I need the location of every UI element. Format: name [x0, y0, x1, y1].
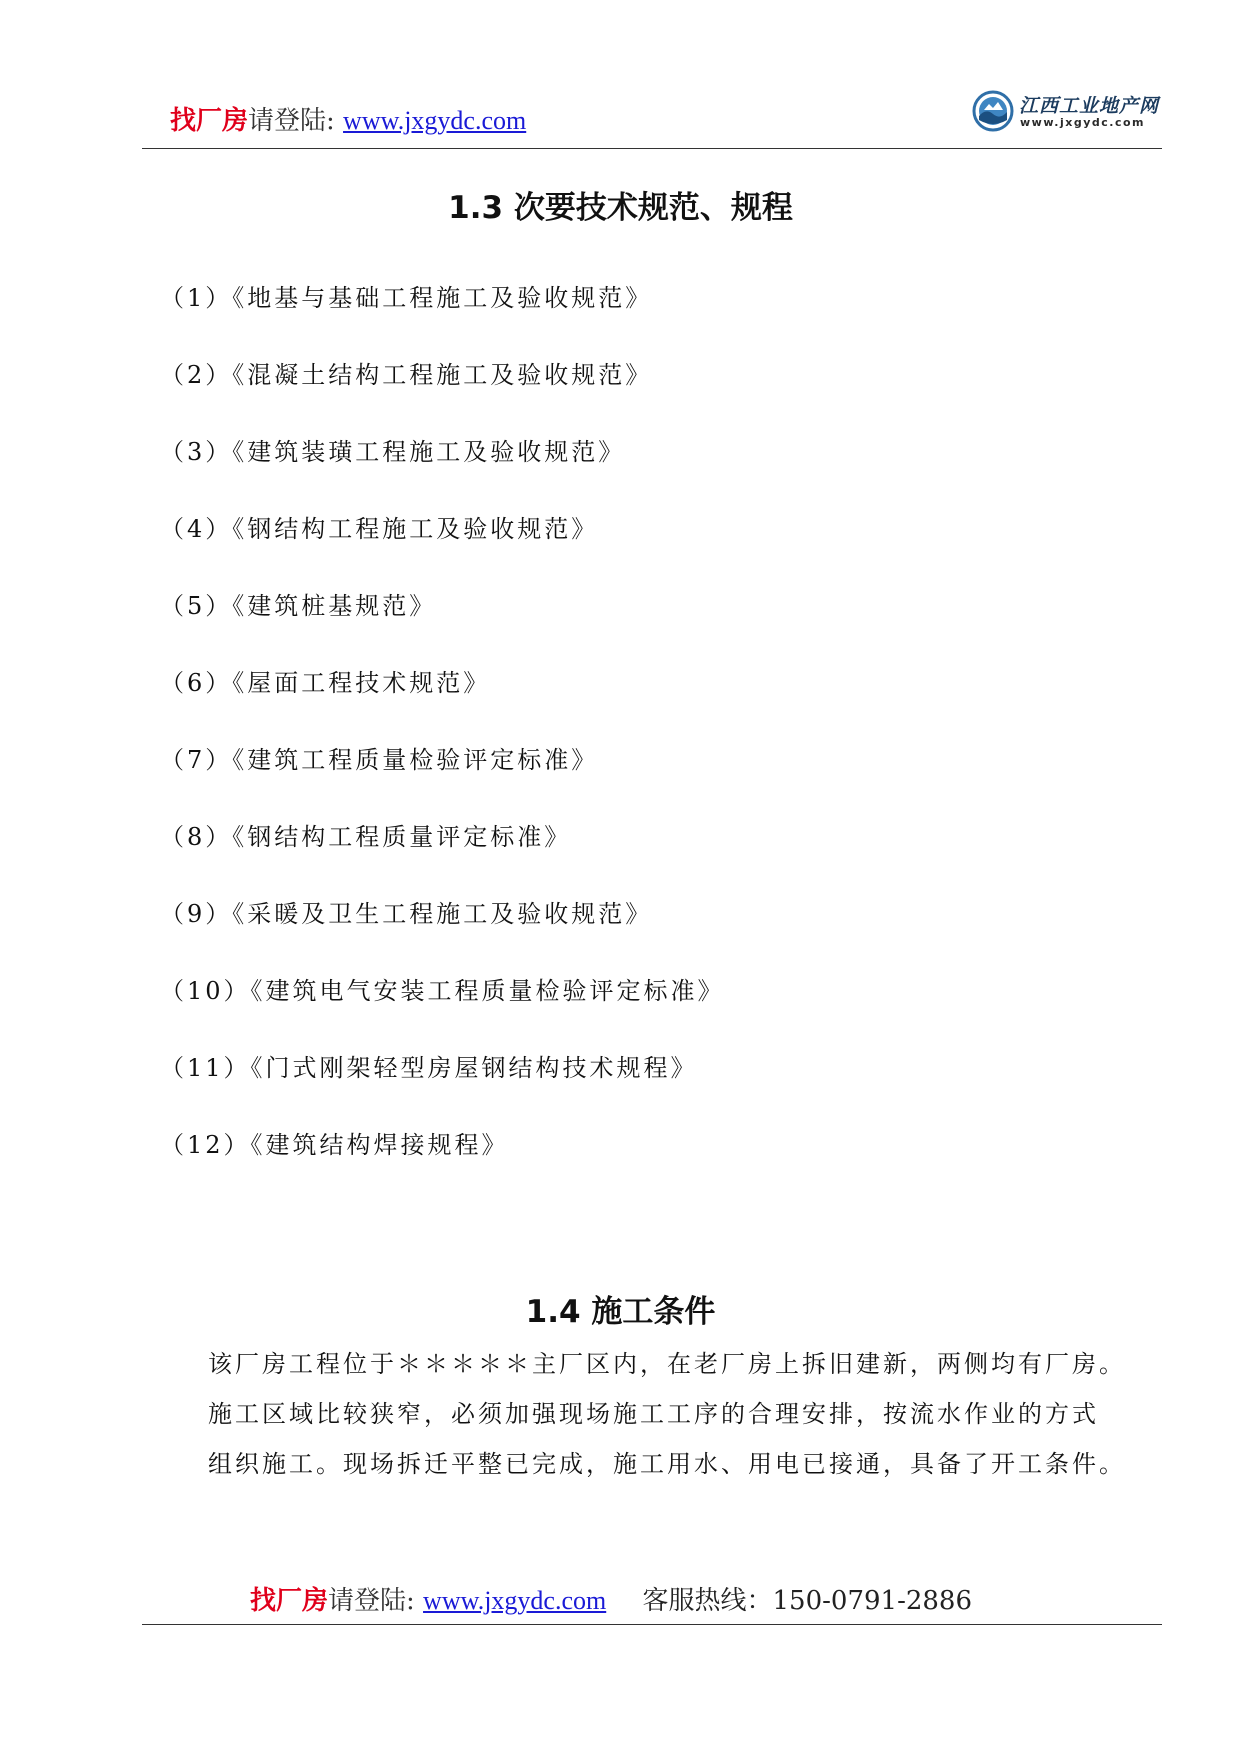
- footer-brand: 找厂房: [250, 1586, 329, 1616]
- list-item: （2）《混凝土结构工程施工及验收规范》: [160, 361, 653, 389]
- list-item: （12）《建筑结构焊接规程》: [160, 1131, 509, 1159]
- list-item: （3）《建筑装璜工程施工及验收规范》: [160, 438, 626, 466]
- list-item: （8）《钢结构工程质量评定标准》: [160, 823, 572, 851]
- page-header: [142, 92, 1162, 149]
- logo-url: www.jxgydc.com: [1020, 116, 1145, 129]
- footer-site-link[interactable]: www.jxgydc.com: [423, 1586, 607, 1615]
- paragraph-line: 组织施工。现场拆迁平整已完成，施工用水、用电已接通，具备了开工条件。: [208, 1450, 1126, 1478]
- header-login-text: 请登陆:: [248, 106, 335, 136]
- page-footer: [142, 1572, 1162, 1625]
- paragraph-line: 施工区域比较狭窄，必须加强现场施工工序的合理安排，按流水作业的方式: [208, 1400, 1099, 1428]
- paragraph-line: 该厂房工程位于＊＊＊＊＊主厂区内，在老厂房上拆旧建新，两侧均有厂房。: [208, 1350, 1126, 1378]
- section-1-3-title: 1.3 次要技术规范、规程: [448, 190, 793, 226]
- list-item: （1）《地基与基础工程施工及验收规范》: [160, 284, 653, 312]
- header-slogan: [170, 108, 526, 134]
- list-item: （5）《建筑桩基规范》: [160, 592, 437, 620]
- standards-list: [160, 280, 725, 1204]
- construction-conditions-paragraph: [208, 1346, 1168, 1496]
- list-item: （6）《屋面工程技术规范》: [160, 669, 491, 697]
- site-logo[interactable]: [972, 90, 1162, 132]
- list-item: （11）《门式刚架轻型房屋钢结构技术规程》: [160, 1054, 698, 1082]
- logo-name: 江西工业地产网: [1019, 95, 1160, 117]
- footer-login-text: 请登陆:: [328, 1586, 415, 1616]
- header-site-link[interactable]: www.jxgydc.com: [343, 106, 527, 135]
- logo-icon: [972, 90, 1014, 132]
- list-item: （4）《钢结构工程施工及验收规范》: [160, 515, 599, 543]
- list-item: （9）《采暖及卫生工程施工及验收规范》: [160, 900, 653, 928]
- header-brand: 找厂房: [170, 106, 249, 136]
- list-item: （7）《建筑工程质量检验评定标准》: [160, 746, 599, 774]
- footer-hotline: 客服热线：150-0791-2886: [642, 1586, 973, 1616]
- section-1-4-title: 1.4 施工条件: [525, 1294, 716, 1330]
- footer-slogan: [250, 1588, 972, 1614]
- list-item: （10）《建筑电气安装工程质量检验评定标准》: [160, 977, 725, 1005]
